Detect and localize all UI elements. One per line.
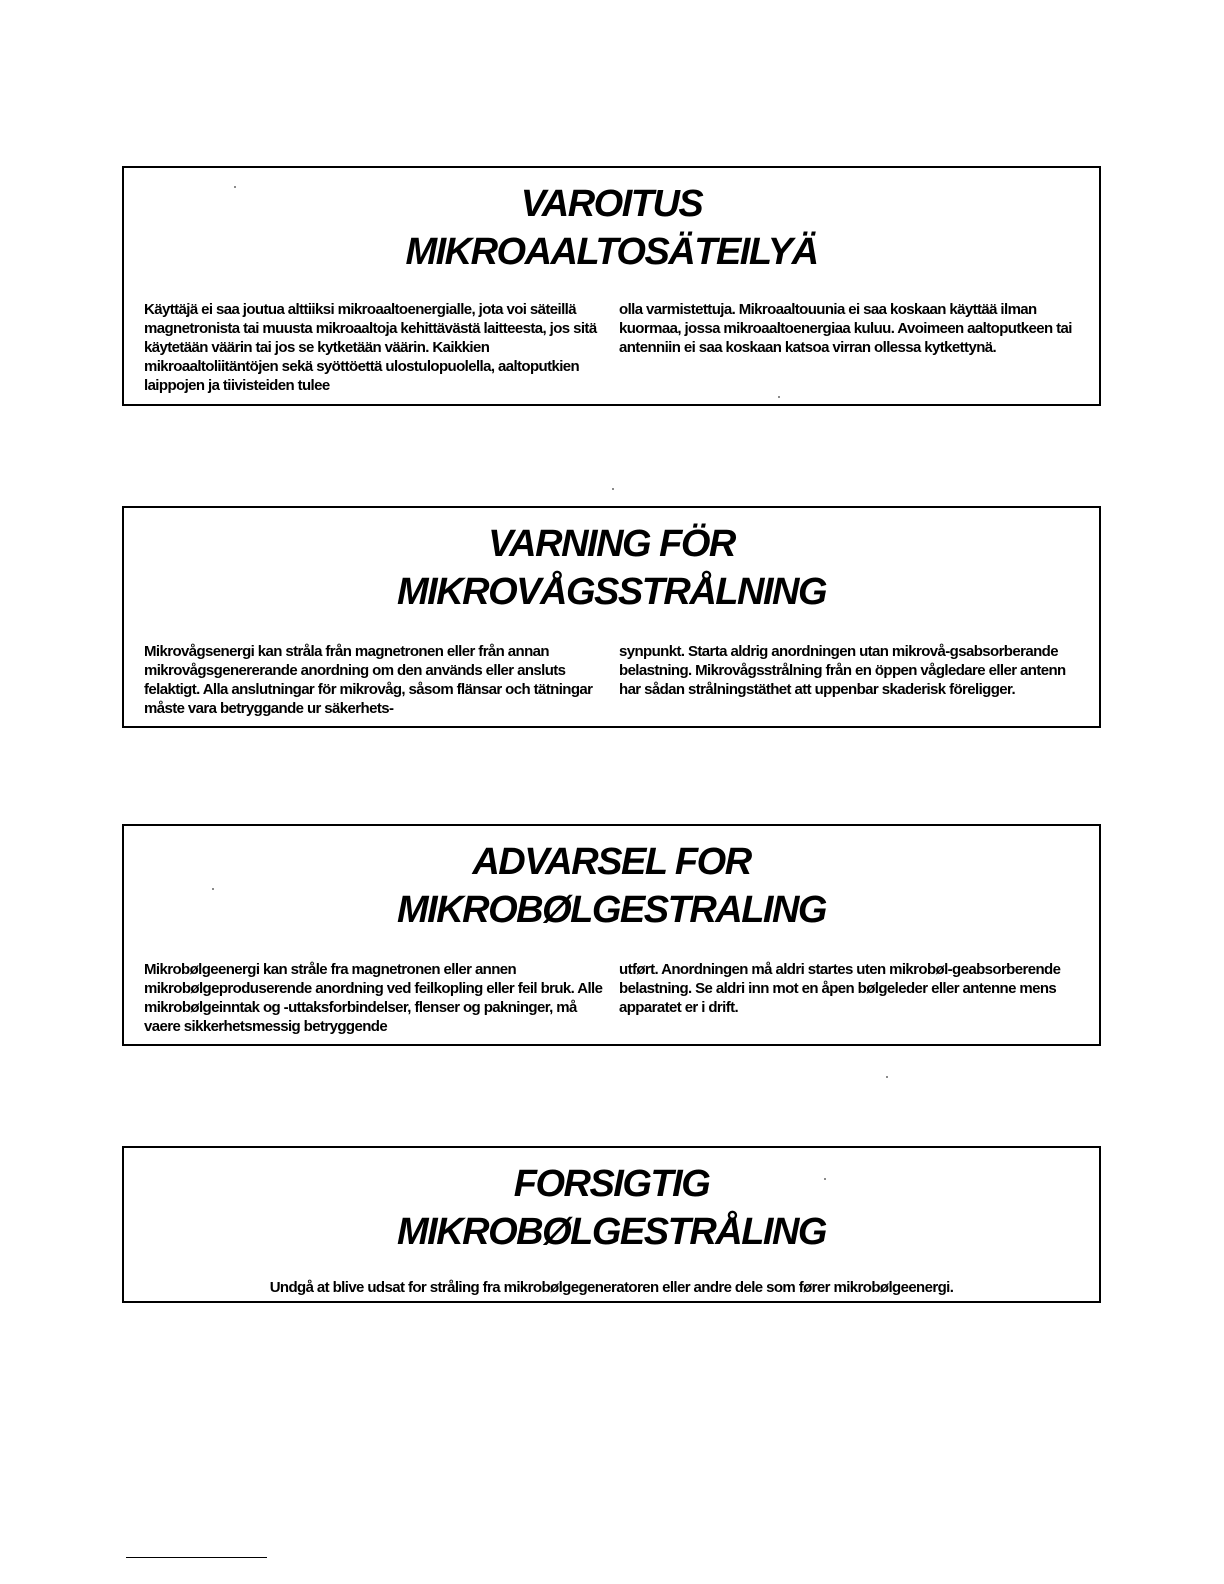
warning-title [124,180,1099,276]
warning-text-left: Mikrovågsenergi kan stråla från magnetronen eller från annan mikrovågsgenererande anordning om den används eller ansluts felaktigt. Alla anslutningar för mikrovåg, såsom flänsar och tätningar måste vara betryggande ur säkerhets- [144,643,593,717]
warning-title-line1: VARNING FÖR [488,523,735,565]
warning-title [124,838,1099,934]
warning-text-left: Käyttäjä ei saa joutua alttiiksi mikroaaltoenergialle, jota voi säteillä magnetronista tai muusta mikroaaltoja kehittävästä laitteesta, jos sitä käytetään väärin tai jos se kytketään väärin. Kaikkien mikroaaltoliitäntöjen sekä syöttöettä ulostulopuolella, aaltoputkien laippojen ja tiivisteiden tulee [144,301,597,394]
scan-speck [212,888,214,890]
warning-text: Undgå at blive udsat for stråling fra mikrobølgegeneratoren eller andre dele som fører mikrobølgeenergi. [269,1279,954,1296]
warning-box-finnish [122,166,1101,406]
warning-title-line2: MIKROVÅGSSTRÅLNING [397,571,826,613]
warning-body [144,642,1079,718]
warning-text-right: synpunkt. Starta aldrig anordningen utan mikrovå-gsabsorberande belastning. Mikrovågsstrålning från en öppen vågledare eller antenn har sådan strålningstäthet att uppenbar skaderisk föreligger. [619,643,1066,698]
warning-title-line2: MIKROAALTOSÄTEILYÄ [405,231,818,273]
warning-text-left: Mikrobølgeenergi kan stråle fra magnetronen eller annen mikrobølgeproduserende anordning ved feilkopling eller feil bruk. Alle mikrobølgeinntak og -uttaksforbindelser, flenser og pakninger, må vaere sikkerhetsmessig betryggende [144,961,603,1035]
warning-title-line2: MIKROBØLGESTRALING [397,889,826,931]
warning-title-line1: FORSIGTIG [513,1163,710,1205]
warning-body [144,300,1079,395]
warning-title [124,1160,1099,1256]
scan-speck [886,1076,888,1078]
warning-title-line1: ADVARSEL FOR [472,841,751,883]
footnote-divider [126,1557,267,1558]
warning-text-right: utført. Anordningen må aldri startes uten mikrobøl-geabsorberende belastning. Se aldri inn mot en åpen bølgeleder eller antenne mens apparatet er i drift. [619,961,1061,1016]
warning-title-line1: VAROITUS [520,183,703,225]
warning-box-swedish [122,506,1101,728]
warning-body [144,960,1079,1036]
scan-speck [234,186,236,188]
warning-text-right: olla varmistettuja. Mikroaaltouunia ei saa koskaan käyttää ilman kuormaa, jossa mikroaaltoenergiaa kuluu. Avoimeen aaltoputkeen tai antenniin ei saa koskaan katsoa virran ollessa kytkettynä. [619,301,1072,356]
warning-box-danish [122,1146,1101,1303]
scan-speck [612,488,614,490]
warning-title-line2: MIKROBØLGESTRÅLING [397,1211,826,1253]
scan-speck [824,1178,826,1180]
warning-box-norwegian [122,824,1101,1046]
warning-title [124,520,1099,616]
scan-speck [778,396,780,398]
